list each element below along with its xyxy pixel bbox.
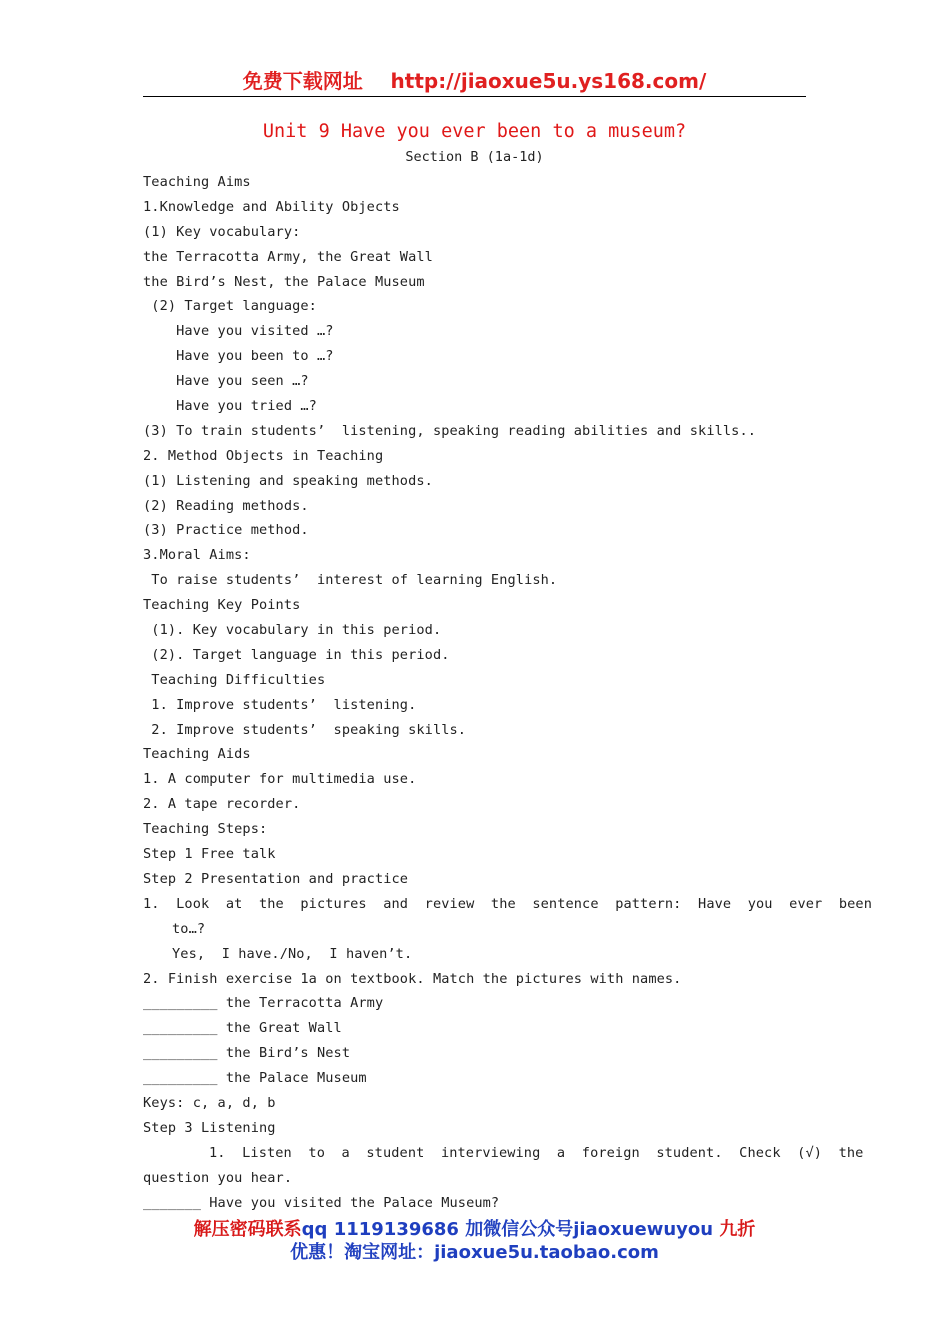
document-body [143, 170, 873, 1215]
text-line: (3) To train students’ listening, speaking reading abilities and skills.. [143, 422, 757, 439]
step2-item2: 2. Finish exercise 1a on textbook. Match the pictures with names. [143, 970, 682, 987]
text-line: Step 2 Presentation and practice [143, 870, 409, 887]
step3-item1-line2: question you hear. [143, 1169, 293, 1186]
text-line: Have you been to …? [143, 348, 334, 365]
page-footer [143, 1218, 806, 1264]
answer-keys: Keys: c, a, d, b [143, 1094, 276, 1111]
text-line: To raise students’ interest of learning English. [143, 572, 558, 589]
match-item: _________ the Great Wall [143, 1020, 342, 1037]
document-subtitle: Section B (1a-1d) [405, 149, 544, 165]
footer-contact: qq 1119139686 加微信公众号 [301, 1219, 574, 1240]
footer-password-label: 解压密码联系 [193, 1219, 302, 1240]
text-line: (2) Reading methods. [143, 497, 309, 514]
step3-heading: Step 3 Listening [143, 1119, 276, 1136]
footer-discount: 九折 [713, 1219, 756, 1240]
text-line: (2) Target language: [143, 298, 317, 315]
text-line: Step 1 Free talk [143, 846, 276, 863]
text-line: Have you tried …? [143, 398, 317, 415]
document-title: Unit 9 Have you ever been to a museum? [262, 121, 687, 142]
text-line: 1. A computer for multimedia use. [143, 771, 417, 788]
text-line: the Terracotta Army, the Great Wall [143, 248, 433, 265]
text-line: 3.Moral Aims: [143, 547, 251, 564]
section-heading: Teaching Steps: [143, 821, 268, 838]
match-item: _________ the Terracotta Army [143, 995, 384, 1012]
text-line: the Bird’s Nest, the Palace Museum [143, 273, 425, 290]
text-line: 2. A tape recorder. [143, 796, 301, 813]
text-line: (3) Practice method. [143, 522, 309, 539]
text-line: 1.Knowledge and Ability Objects [143, 198, 400, 215]
step2-item1-line1: 1. Look at the pictures and review the sentence pattern: Have you ever been [143, 895, 873, 912]
section-heading: Teaching Key Points [143, 597, 301, 614]
footer-line-1 [143, 1218, 806, 1241]
text-line: Have you seen …? [143, 373, 309, 390]
footer-wechat-id: jiaoxuewuyou [573, 1219, 714, 1240]
section-heading: Teaching Aids [143, 746, 251, 763]
step2-item1-line3: Yes, I have./No, I haven’t. [172, 945, 413, 962]
step3-item1-line1: 1. Listen to a student interviewing a foreign student. Check (√) the [209, 1144, 864, 1161]
step3-question: _______ Have you visited the Palace Museum? [143, 1194, 500, 1211]
text-line: 2. Improve students’ speaking skills. [143, 721, 467, 738]
text-line: 1. Improve students’ listening. [143, 696, 417, 713]
step2-item1-line2: to…? [172, 920, 206, 937]
header-download-url: 免费下载网址 http://jiaoxue5u.ys168.com/ [242, 69, 707, 93]
footer-line-2: 优惠！淘宝网址：jiaoxue5u.taobao.com [290, 1242, 659, 1263]
section-heading: Teaching Aims [143, 174, 251, 190]
text-line: (1) Listening and speaking methods. [143, 472, 433, 489]
text-line: (2). Target language in this period. [143, 646, 450, 663]
text-line: (1). Key vocabulary in this period. [143, 622, 442, 639]
match-item: _________ the Bird’s Nest [143, 1045, 351, 1062]
text-line: (1) Key vocabulary: [143, 223, 301, 240]
text-line: Have you visited …? [143, 323, 334, 340]
page-header [143, 66, 806, 97]
text-line: 2. Method Objects in Teaching [143, 447, 384, 464]
match-item: _________ the Palace Museum [143, 1070, 367, 1087]
section-heading: Teaching Difficulties [143, 671, 326, 688]
